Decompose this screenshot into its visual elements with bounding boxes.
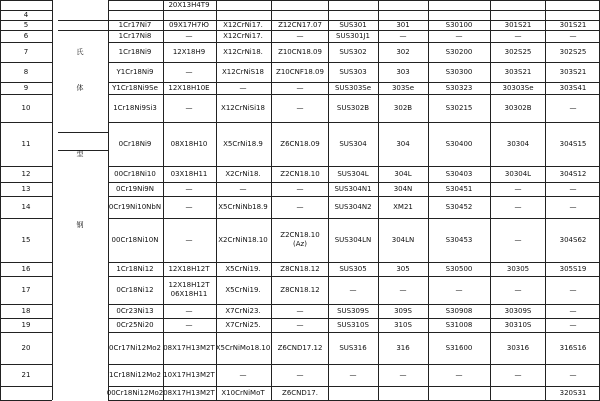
cell-aisi: 302 [396, 47, 410, 56]
cell-gost: 08X17H13M2T [163, 388, 215, 397]
cell-din: 304S12 [559, 169, 587, 178]
cell-iso: X5CrNi19. [225, 264, 261, 273]
category-label: 钢 [76, 221, 84, 229]
cell-gost: 12X18H12T [168, 281, 210, 289]
cell-din: — [569, 202, 577, 211]
grid-line [108, 196, 600, 197]
cell-jis: SUS303 [339, 67, 367, 76]
cell-gost: — [185, 320, 193, 329]
cell-aisi: 304L [394, 169, 412, 178]
grid-line [0, 218, 52, 219]
cell-nf: Z6CND17.12 [277, 343, 323, 352]
grid-line [0, 122, 52, 123]
cell-aisi: 302B [393, 103, 413, 112]
grid-line [108, 0, 109, 400]
cell-gost: — [185, 235, 193, 244]
cell-cn: 0Cr23Ni13 [116, 306, 154, 315]
cell-gost: 12X18H10E [168, 83, 210, 92]
cell-din: — [569, 370, 577, 379]
cell-nf: Z8CN18.12 [280, 264, 320, 273]
cell-aisi: 310S [394, 320, 412, 329]
cell-uns: S30215 [445, 103, 473, 112]
cell-gost: 12X18H9 [172, 47, 206, 56]
cell-bs: 30310S [504, 320, 532, 329]
cell-nf: — [296, 184, 304, 193]
grid-line [0, 318, 52, 319]
cell-din: 302S25 [559, 47, 587, 56]
cell-no: 21 [21, 370, 31, 379]
cell-din: 303S41 [559, 83, 587, 92]
cell-no: 15 [21, 235, 31, 244]
cell-nf: Z12CN17.07 [278, 20, 322, 29]
cell-no: 7 [23, 47, 29, 56]
cell-din: — [569, 184, 577, 193]
cell-bs: — [514, 370, 522, 379]
grid-line [108, 364, 600, 365]
grid-line [163, 0, 164, 400]
cell-din: 301S21 [559, 20, 587, 29]
grid-line [0, 182, 52, 183]
cell-din: — [569, 320, 577, 329]
cell-cn: 0Cr19Ni10NbN [108, 202, 162, 211]
grid-line [52, 0, 53, 400]
grid-line [108, 122, 600, 123]
cell-iso: X12CrNi18. [223, 47, 263, 56]
grid-line [378, 0, 379, 400]
cell-nf: Z10CN18.09 [278, 47, 322, 56]
cell-gost: — [185, 306, 193, 315]
category-label: 型 [76, 150, 84, 158]
cell-iso: X2CrNiN18.10 [218, 235, 268, 244]
cell-jis: SUS310S [337, 320, 369, 329]
cell-cn: 1Cr18Ni12Mo2 [109, 370, 161, 379]
cell-aisi: 303 [396, 67, 410, 76]
cell-gost: — [185, 202, 193, 211]
cell-uns: S31600 [445, 343, 473, 352]
cell-aisi: 305 [396, 264, 410, 273]
cell-gost: — [185, 67, 193, 76]
cell-nf: Z6CND17. [282, 388, 318, 397]
grid-line [108, 318, 600, 319]
cell-iso: — [239, 83, 247, 92]
grid-line [108, 10, 600, 11]
cell-nf: — [296, 103, 304, 112]
grid-line [271, 0, 272, 400]
cell-uns: S30452 [445, 202, 473, 211]
grid-line [58, 132, 108, 133]
cell-iso: — [239, 370, 247, 379]
cell-iso: X5CrNi19. [225, 285, 261, 294]
cell-uns: S30300 [445, 67, 473, 76]
cell-bs: 30302B [504, 103, 532, 112]
grid-line [0, 262, 52, 263]
cell-iso: X2CrNi18. [225, 169, 261, 178]
grid-line [58, 30, 108, 31]
cell-cn: 00Cr18Ni12Mo2 [106, 388, 164, 397]
grid-line [490, 0, 491, 400]
grid-line [108, 166, 600, 167]
cell-din: 304S62 [559, 235, 587, 244]
cell-iso: X12CrNiSi18 [221, 103, 265, 112]
cell-cn: 0Cr18Ni9 [118, 139, 152, 148]
cell-jis: SUS304N1 [334, 184, 372, 193]
cell-gost: — [185, 31, 193, 40]
cell-aisi: 301 [396, 20, 410, 29]
cell-cn: 1Cr18Ni9 [118, 47, 152, 56]
cell-iso: X7CrNi23. [225, 306, 261, 315]
cell-uns: S30451 [445, 184, 473, 193]
grid-line [108, 218, 600, 219]
cell-bs: — [514, 31, 522, 40]
cell-no: 11 [21, 139, 31, 148]
cell-bs: 30316 [506, 343, 530, 352]
cell-nf: Z2CN18.10 [280, 231, 320, 239]
cell-uns: S30403 [445, 169, 473, 178]
grid-line [108, 62, 600, 63]
cell-nf: Z6CN18.09 [280, 139, 320, 148]
cell-cn: 0Cr25Ni20 [116, 320, 154, 329]
cell-gost: — [185, 103, 193, 112]
grid-line [58, 20, 108, 21]
cell-no: 14 [21, 202, 31, 211]
cell-uns: S30100 [445, 20, 473, 29]
cell-no: 5 [23, 20, 29, 29]
grid-line [0, 62, 52, 63]
cell-aisi: — [399, 285, 407, 294]
cell-bs: — [514, 202, 522, 211]
cell-jis: SUS303Se [334, 83, 372, 92]
cell-uns: — [455, 285, 463, 294]
cell-bs: 302S25 [504, 47, 532, 56]
cell-cn: 0Cr19Ni9N [116, 184, 154, 193]
grid-line [216, 0, 217, 400]
cell-no: 10 [21, 103, 31, 112]
cell-iso: X12CrNi17. [223, 31, 263, 40]
grid-line [0, 94, 52, 95]
cell-jis: SUS305 [339, 264, 367, 273]
cell-nf: — [296, 320, 304, 329]
cell-din: 303S21 [559, 67, 587, 76]
grid-line [0, 166, 52, 167]
cell-aisi: 303Se [391, 83, 415, 92]
cell-gost: 03X18H11 [170, 169, 208, 178]
cell-bs: — [514, 184, 522, 193]
cell-nf: Z2CN18.10 [280, 169, 320, 178]
cell-din: — [569, 31, 577, 40]
cell-nf: — [296, 306, 304, 315]
cell-nf: — [296, 83, 304, 92]
cell-bs: 30303Se [502, 83, 534, 92]
cell-cn: Y1Cr18Ni9 [116, 67, 154, 76]
cell-gost: 20X13H4T9 [168, 0, 210, 9]
cell-no: 18 [21, 306, 31, 315]
cell-din: 304S15 [559, 139, 587, 148]
grid-line [108, 42, 600, 43]
cell-gost: 12X18H12T [168, 264, 210, 273]
grid-line [0, 276, 52, 277]
cell-jis: SUS304N2 [334, 202, 372, 211]
cell-cn: 00Cr18Ni10 [114, 169, 156, 178]
cell-jis: SUS316 [339, 343, 367, 352]
grid-line [0, 0, 52, 1]
cell-bs: 30309S [504, 306, 532, 315]
cell-din: 320S31 [559, 388, 587, 397]
grid-line [0, 0, 1, 400]
grid-line [328, 0, 329, 400]
category-label: 氏 [76, 48, 84, 56]
cell-nf: — [296, 370, 304, 379]
grid-line [0, 42, 52, 43]
cell-cn: 1Cr18Ni12 [116, 264, 154, 273]
cell-din: 316S16 [559, 343, 587, 352]
cell-jis: SUS304LN [334, 235, 372, 244]
cell-bs: 30305 [506, 264, 530, 273]
cell-jis: — [349, 285, 357, 294]
cell-no: 20 [21, 343, 31, 352]
cell-cn: 1Cr17Ni7 [118, 20, 152, 29]
cell-cn: 1Cr18Ni9Si3 [113, 103, 157, 112]
grid-line [108, 332, 600, 333]
grid-line [428, 0, 429, 400]
cell-din: — [569, 306, 577, 315]
cell-aisi: — [399, 370, 407, 379]
grid-line [108, 94, 600, 95]
cell-aisi: 309S [394, 306, 412, 315]
cell-jis: — [349, 370, 357, 379]
cell-uns: — [455, 31, 463, 40]
cell-aisi: 304N [393, 184, 413, 193]
cell-cn: 00Cr18Ni10N [111, 235, 159, 244]
cell-din: 305S19 [559, 264, 587, 273]
cell-uns: S30323 [445, 83, 473, 92]
cell-gost: 08X18H10 [170, 139, 208, 148]
cell-uns: — [455, 370, 463, 379]
category-label: 体 [76, 84, 84, 92]
cell-aisi: 316 [396, 343, 410, 352]
cell-iso: X7CrNi25. [225, 320, 261, 329]
cell-gost: 10X17H13M2T [163, 370, 215, 379]
grid-line [108, 182, 600, 183]
cell-gost: 06X18H11 [170, 290, 208, 298]
cell-bs: 30304 [506, 139, 530, 148]
cell-no: 6 [23, 31, 29, 40]
cell-jis: SUS301J1 [336, 31, 370, 40]
cell-no: 16 [21, 264, 31, 273]
grid-line [108, 276, 600, 277]
cell-jis: SUS304 [339, 139, 367, 148]
cell-cn: 0Cr17Ni12Mo2 [109, 343, 161, 352]
grid-line [0, 386, 52, 387]
cell-jis: SUS309S [337, 306, 369, 315]
cell-no: 13 [21, 184, 31, 193]
grid-line [108, 304, 600, 305]
cell-cn: 1Cr17Ni8 [118, 31, 152, 40]
grid-line [108, 386, 600, 387]
cell-uns: S30453 [445, 235, 473, 244]
cell-nf: — [296, 202, 304, 211]
cell-iso: X5CrNi18.9 [223, 139, 263, 148]
cell-jis: SUS301 [339, 20, 367, 29]
cell-bs: — [514, 235, 522, 244]
cell-gost: 08X17H13M2T [163, 343, 215, 352]
grid-line [0, 364, 52, 365]
grid-line [0, 332, 52, 333]
cell-gost: — [185, 184, 193, 193]
cell-iso: X10CrNiMoT [221, 388, 265, 397]
cell-uns: S31008 [445, 320, 473, 329]
cell-uns: S30908 [445, 306, 473, 315]
cell-cn: 0Cr18Ni12 [116, 285, 154, 294]
cell-aisi: XM21 [393, 202, 413, 211]
cell-nf: (Az) [293, 240, 307, 248]
cell-iso: — [239, 184, 247, 193]
cell-gost: 09X17H7Ю [169, 20, 209, 29]
cell-no: 8 [23, 67, 29, 76]
cell-bs: — [514, 285, 522, 294]
cell-din: — [569, 285, 577, 294]
cell-no: 12 [21, 169, 31, 178]
cell-iso: X5CrNiNb18.9 [218, 202, 268, 211]
grid-line [108, 262, 600, 263]
cell-aisi: 304LN [391, 235, 415, 244]
cell-cn: Y1Cr18Ni9Se [112, 83, 158, 92]
cell-aisi: 304 [396, 139, 410, 148]
cell-jis: SUS304L [337, 169, 369, 178]
cell-jis: SUS302 [339, 47, 367, 56]
cell-iso: X12CrNi17. [223, 20, 263, 29]
cell-bs: 303S21 [504, 67, 532, 76]
grid-line [545, 0, 546, 400]
cell-uns: S30200 [445, 47, 473, 56]
cell-iso: X12CrNiS18 [222, 67, 264, 76]
cell-nf: Z8CN18.12 [280, 285, 320, 294]
cell-nf: Z10CNF18.09 [276, 67, 324, 76]
grid-line [0, 196, 52, 197]
cell-aisi: — [399, 31, 407, 40]
cell-bs: 30304L [504, 169, 532, 178]
cell-bs: 301S21 [504, 20, 532, 29]
cell-uns: S30400 [445, 139, 473, 148]
cell-uns: S30500 [445, 264, 473, 273]
grid-line [0, 304, 52, 305]
cell-iso: X5CrNiMo18.10 [215, 343, 271, 352]
cell-no: 4 [23, 10, 29, 19]
cell-no: 17 [21, 285, 31, 294]
cell-nf: — [296, 31, 304, 40]
cell-no: 19 [21, 320, 31, 329]
cell-din: — [569, 103, 577, 112]
cell-no: 9 [23, 83, 29, 92]
cell-jis: SUS302B [336, 103, 370, 112]
